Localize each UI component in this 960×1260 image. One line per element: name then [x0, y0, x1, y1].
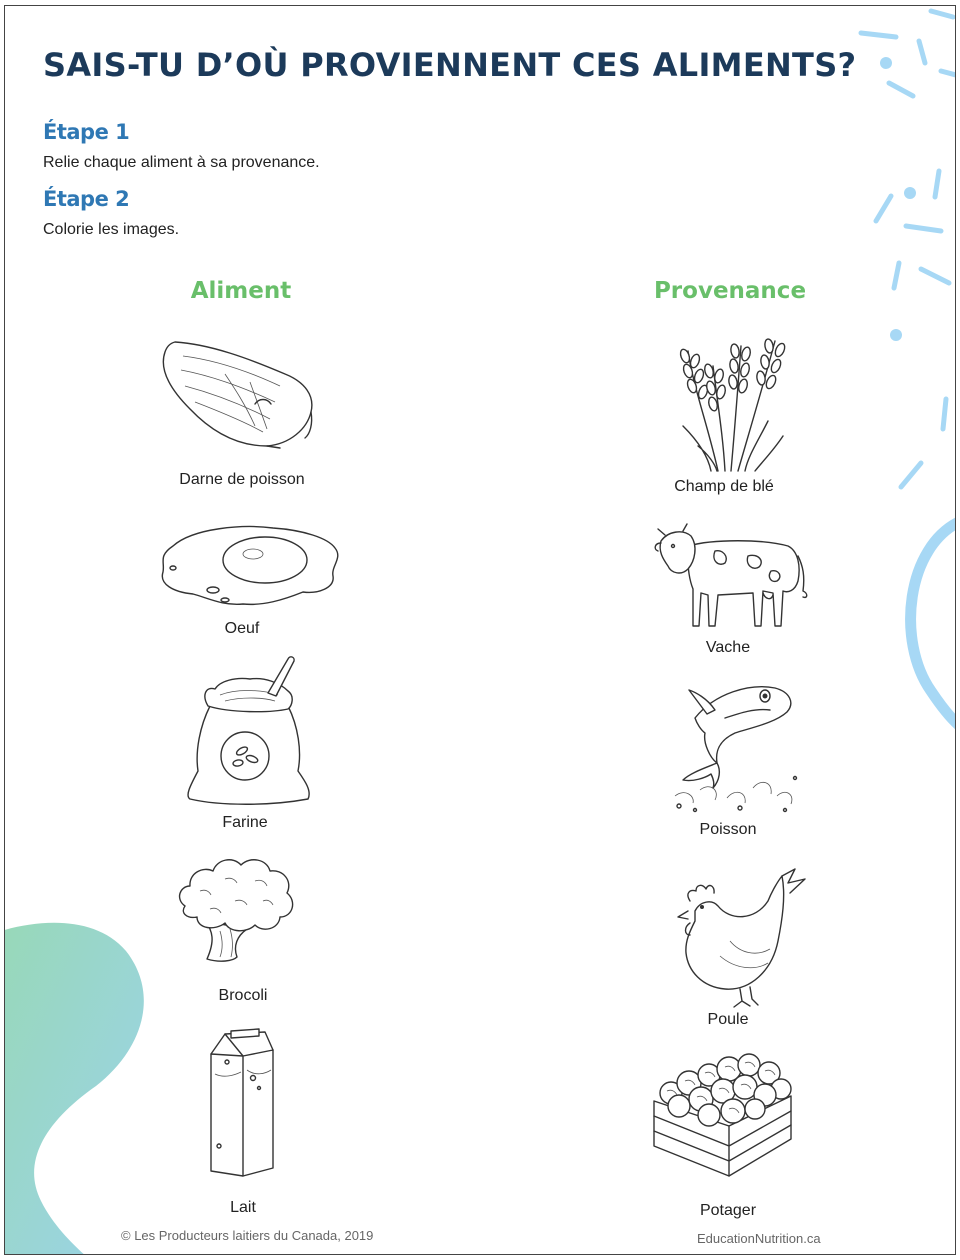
fried-egg-icon: [153, 516, 343, 616]
decorative-confetti: [861, 11, 956, 487]
worksheet-page: [4, 5, 956, 1255]
aliment-label: Lait: [230, 1199, 256, 1216]
provenance-column-heading: Provenance: [653, 278, 807, 304]
step-2-heading: Étape 2: [43, 187, 130, 211]
copyright-footer: © Les Producteurs laitiers du Canada, 2019: [121, 1228, 374, 1243]
milk-carton-icon: [203, 1026, 283, 1181]
decorative-arc: [911, 521, 956, 727]
aliment-column-heading: Aliment: [190, 278, 292, 304]
hen-icon: [660, 861, 810, 1011]
provenance-label: Potager: [699, 1202, 757, 1219]
provenance-label: Champ de blé: [674, 478, 774, 495]
website-footer: EducationNutrition.ca: [697, 1231, 821, 1246]
step-2-instruction: Colorie les images.: [43, 221, 180, 238]
wheat-field-icon: [663, 326, 798, 476]
flour-sack-icon: [180, 651, 315, 811]
vegetable-garden-icon: [649, 1051, 799, 1181]
fish-steak-icon: [155, 334, 320, 454]
aliment-label: Darne de poisson: [179, 471, 305, 488]
decorative-background: [4, 5, 956, 1255]
broccoli-icon: [175, 851, 300, 966]
provenance-label: Vache: [705, 639, 751, 656]
page-title: SAIS-TU D’OÙ PROVIENNENT CES ALIMENTS?: [43, 46, 857, 84]
step-1-heading: Étape 1: [43, 120, 130, 144]
step-1-instruction: Relie chaque aliment à sa provenance.: [43, 154, 320, 171]
decorative-blob: [4, 923, 144, 1255]
aliment-label: Oeuf: [224, 620, 260, 637]
provenance-label: Poisson: [699, 821, 757, 838]
aliment-label: Brocoli: [218, 987, 268, 1004]
aliment-label: Farine: [222, 814, 268, 831]
jumping-fish-icon: [665, 678, 805, 823]
cow-icon: [653, 521, 808, 636]
provenance-label: Poule: [707, 1011, 749, 1028]
